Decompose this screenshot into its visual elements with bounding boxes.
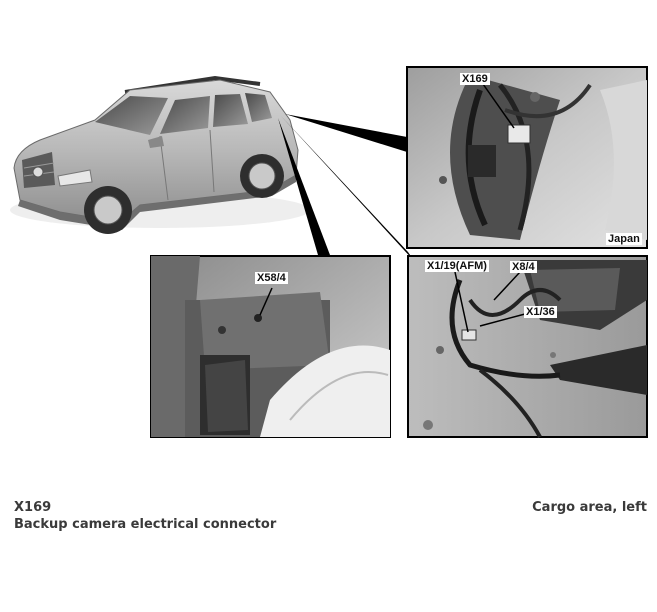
callout-x8-4: X8/4 <box>512 261 535 273</box>
callout-japan: Japan <box>608 233 640 245</box>
callout-x1-36: X1/36 <box>526 306 555 318</box>
pointer-lines <box>278 114 415 262</box>
callout-x1-19-afm: X1/19(AFM) <box>427 260 487 272</box>
callout-x58-4: X58/4 <box>257 272 286 284</box>
inset-photo-bottom-right <box>408 256 647 437</box>
callout-x169: X169 <box>462 73 488 85</box>
inset-photo-top-right <box>407 67 647 248</box>
caption-code: X169 <box>14 500 52 515</box>
caption-location: Cargo area, left <box>532 500 647 515</box>
vehicle-illustration <box>10 78 310 234</box>
caption-description: Backup camera electrical connector <box>14 517 277 532</box>
